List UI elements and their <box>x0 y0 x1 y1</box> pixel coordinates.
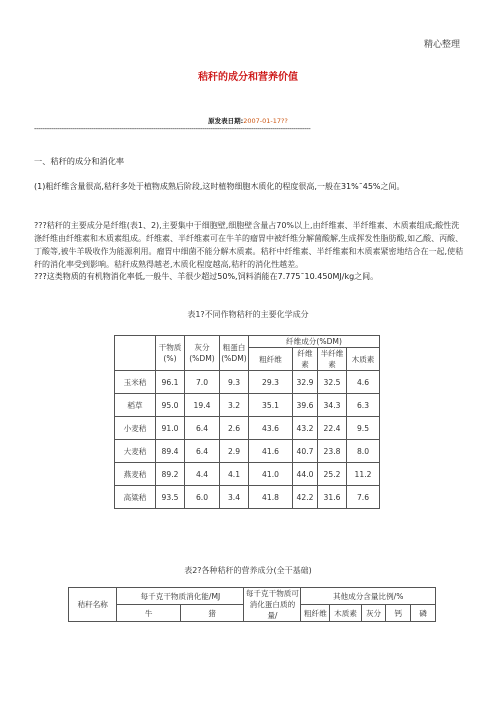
cell-lignin: 4.6 <box>347 371 380 394</box>
cell-crude-protein: 3.4 <box>220 486 249 509</box>
cell-ash: 4.4 <box>185 463 220 486</box>
page-title: 秸秆的成分和营养价值 <box>198 72 298 83</box>
table1-header-fiber-group: 纤维成分(%DM) <box>249 336 380 348</box>
publish-date-label: 原发表日期: <box>208 117 244 125</box>
cell-crude-fiber: 41.6 <box>249 440 293 463</box>
table1-header-row <box>115 336 380 348</box>
table-row <box>115 417 380 440</box>
cell-lignin: 8.0 <box>347 440 380 463</box>
cell-hemicellulose: 34.3 <box>318 394 347 417</box>
table-row <box>115 463 380 486</box>
row-name: 高粱秸 <box>115 486 156 509</box>
cell-crude-protein: 2.9 <box>220 440 249 463</box>
table2 <box>68 587 436 622</box>
table1 <box>114 335 380 509</box>
cell-crude-fiber: 43.6 <box>249 417 293 440</box>
section-heading: 一、秸秆的成分和消化率 <box>34 156 125 166</box>
cell-lignin: 6.3 <box>347 394 380 417</box>
table1-caption: 表1?不同作物秸秆的主要化学成分 <box>187 310 309 319</box>
cell-dry-matter: 95.0 <box>156 394 185 417</box>
cell-crude-fiber: 41.0 <box>249 463 293 486</box>
cell-ash: 19.4 <box>185 394 220 417</box>
cell-cellulose: 43.2 <box>293 417 318 440</box>
table-row <box>115 486 380 509</box>
row-name: 大麦秸 <box>115 440 156 463</box>
table2-header-phosphorus: 磷 <box>411 605 436 622</box>
cell-hemicellulose: 23.8 <box>318 440 347 463</box>
table1-header-crude-protein: 粗蛋白(%DM) <box>220 336 249 371</box>
table2-header-crude-fiber: 粗纤维 <box>301 605 330 622</box>
table2-header-other-group: 其他成分含量比例/% <box>301 588 436 605</box>
cell-crude-protein: 9.3 <box>220 371 249 394</box>
row-name: 小麦秸 <box>115 417 156 440</box>
table-row <box>115 394 380 417</box>
cell-crude-protein: 4.1 <box>220 463 249 486</box>
table2-header-protein: 每千克干物质可消化蛋白质的量/ <box>245 589 299 620</box>
row-name: 稻草 <box>115 394 156 417</box>
table2-header-ash: 灰分 <box>361 605 386 622</box>
cell-dry-matter: 89.4 <box>156 440 185 463</box>
cell-ash: 7.0 <box>185 371 220 394</box>
table1-header-crude-fiber: 粗纤维 <box>249 348 293 371</box>
paragraph-3: ???这类物质的有机物消化率低,一般牛、羊很少超过50%,饲料消能在7.775¯10.450MJ/kg之间。 <box>34 272 379 281</box>
cell-ash: 6.4 <box>185 417 220 440</box>
cell-cellulose: 44.0 <box>293 463 318 486</box>
separator-line: ---------------------------------------------------------------------------------------------------------------------------------- <box>34 125 311 133</box>
cell-dry-matter: 89.2 <box>156 463 185 486</box>
table1-header-dry-matter: 干物质(%) <box>156 336 185 371</box>
table2-caption: 表2?各种秸秆的营养成分(全干基础) <box>184 566 312 575</box>
cell-hemicellulose: 31.6 <box>318 486 347 509</box>
paragraph-1: (1)粗纤维含量很高,秸秆多处于植物成熟后阶段,这时植物细胞木质化的程度很高,一般在31%¯45%之间。 <box>34 182 405 191</box>
cell-ash: 6.0 <box>185 486 220 509</box>
table1-corner-cell <box>115 336 156 371</box>
row-name: 燕麦秸 <box>115 463 156 486</box>
table2-header-lignin: 木质素 <box>330 605 361 622</box>
publish-date <box>0 116 496 125</box>
cell-dry-matter: 96.1 <box>156 371 185 394</box>
cell-hemicellulose: 32.5 <box>318 371 347 394</box>
table2-header-pig: 猪 <box>180 605 243 622</box>
table1-header-cellulose: 纤维素 <box>293 348 318 371</box>
table1-header-hemicellulose: 半纤维素 <box>318 348 347 371</box>
cell-crude-protein: 2.6 <box>220 417 249 440</box>
paragraph-2: ???秸秆的主要成分是纤维(表1、2),主要集中于细胞壁,细胞壁含量占70%以上,由纤维素、半纤维素、木质素组成;酸性洗涤纤维由纤维素和木质素组成。纤维素、半纤维素可在牛羊的瘤胃中被纤维分解菌酸解,生成挥发性脂肪酸,如乙酸、丙酸、丁酸等,被牛羊吸收作为能源利用。瘤胃中细菌不能分解木质素。秸秆中纤维素、半纤维素和木质素紧密地结合在一起,使秸秆的消化率受到影响。秸秆成熟得越老,木质化程度越高,秸秆的消化性越差。 <box>34 221 464 269</box>
cell-lignin: 11.2 <box>347 463 380 486</box>
publish-date-value: 2007-01-17?? <box>243 117 288 125</box>
cell-lignin: 7.6 <box>347 486 380 509</box>
cell-lignin: 9.5 <box>347 417 380 440</box>
table1-header-lignin: 木质素 <box>347 348 380 371</box>
cell-ash: 6.4 <box>185 440 220 463</box>
cell-cellulose: 40.7 <box>293 440 318 463</box>
cell-hemicellulose: 25.2 <box>318 463 347 486</box>
cell-crude-fiber: 41.8 <box>249 486 293 509</box>
cell-crude-protein: 3.2 <box>220 394 249 417</box>
table2-header-name: 秸秆名称 <box>69 588 117 622</box>
cell-hemicellulose: 22.4 <box>318 417 347 440</box>
cell-cellulose: 32.9 <box>293 371 318 394</box>
table2-header-cattle: 牛 <box>117 605 180 622</box>
table2-header-energy-group: 每千克干物质消化能/MJ <box>117 588 244 605</box>
table1-header-ash: 灰分(%DM) <box>185 336 220 371</box>
cell-cellulose: 39.6 <box>293 394 318 417</box>
table2-header-calcium: 钙 <box>386 605 411 622</box>
cell-crude-fiber: 29.3 <box>249 371 293 394</box>
table-row <box>115 371 380 394</box>
cell-dry-matter: 91.0 <box>156 417 185 440</box>
table2-header-row <box>69 588 436 605</box>
cell-cellulose: 42.2 <box>293 486 318 509</box>
page-header-label: 精心整理 <box>423 40 460 50</box>
row-name: 玉米秸 <box>115 371 156 394</box>
cell-crude-fiber: 35.1 <box>249 394 293 417</box>
table-row <box>115 440 380 463</box>
cell-dry-matter: 93.5 <box>156 486 185 509</box>
